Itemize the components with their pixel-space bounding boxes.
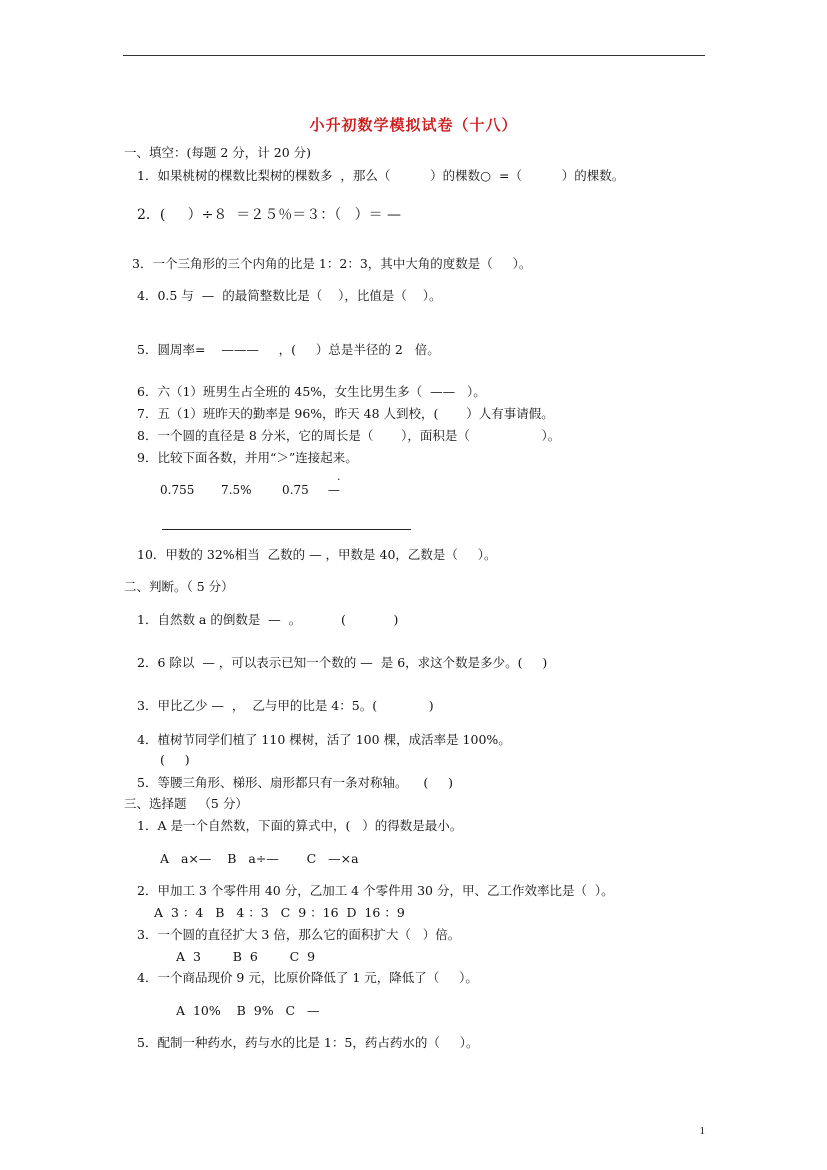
question-1-1: 1．如果桃树的棵数比梨树的棵数多 ，那么（ ）的棵数○ =（ ）的棵数。 [137,168,625,183]
question-3-1: 1．A 是一个自然数，下面的算式中，( ）的得数是最小。 [137,818,463,833]
question-1-10: 10．甲数的 32%相当 乙数的 — ，甲数是 40，乙数是（ ）。 [137,547,497,562]
question-1-3: 3．一个三角形的三个内角的比是 1：2：3，其中大角的度数是（ ）。 [132,256,532,271]
question-2-5: 5．等腰三角形、梯形、扇形都只有一条对称轴。 ( ) [137,775,453,790]
page-title: 小升初数学模拟试卷（十八） [309,116,518,134]
question-3-2: 2．甲加工 3 个零件用 40 分，乙加工 4 个零件用 30 分，甲、乙工作效率比是（ ）。 [137,883,614,898]
question-2-2: 2．6 除以 — ，可以表示已知一个数的 — 是 6，求这个数是多少。( ) [137,655,548,670]
question-2-4-paren: ( ) [160,752,190,767]
question-1-6: 6．六（1）班男生占全班的 45%，女生比男生多（ —— ）。 [137,384,486,399]
question-3-1-options: A a×— B a÷— C —×a [160,851,359,866]
page-number: 1 [699,1125,705,1137]
question-1-9: 9．比较下面各数，并用“＞”连接起来。 [137,450,358,465]
question-1-8: 8．一个圆的直径是 8 分米，它的周长是（ ），面积是（ ）。 [137,428,561,443]
question-1-4: 4．0.5 与 — 的最简整数比是（ ），比值是（ ）。 [137,288,442,303]
question-3-4: 4．一个商品现价 9 元，比原价降低了 1 元，降低了（ ）。 [137,970,478,985]
header-rule [123,55,705,56]
question-3-3: 3．一个圆的直径扩大 3 倍，那么它的面积扩大（ ）倍。 [137,927,461,942]
answer-line [162,529,411,530]
section-2-heading: 二、判断。（ 5 分） [124,579,234,594]
question-3-4-options: A 10% B 9% C — [176,1003,320,1018]
question-3-5: 5．配制一种药水，药与水的比是 1：5，药占药水的（ ）。 [137,1035,479,1050]
question-1-5: 5．圆周率= ——— ，( ）总是半径的 2 倍。 [137,342,440,357]
section-3-heading: 三、选择题 （5 分） [124,796,248,811]
question-1-9-numbers: 0.755 7.5% 0.75 — [160,483,340,497]
question-2-4: 4．植树节同学们植了 110 棵树，活了 100 棵，成活率是 100%。 [137,732,511,747]
question-3-2-options: A 3 ：4 B 4 ：3 C 9 ：16 D 16 ：9 [154,905,405,920]
question-2-1: 1．自然数 a 的倒数是 — 。 ( ) [137,612,399,627]
section-1-heading: 一、填空：(每题 2 分，计 20 分) [124,145,312,160]
question-1-2: 2．( ）÷８ ＝２５％＝３：（ ）＝ — [137,207,402,223]
repeating-decimal-dot: · [337,473,341,486]
question-1-7: 7．五（1）班昨天的勤率是 96%，昨天 48 人到校，( ）人有事请假。 [137,406,554,421]
question-3-3-options: A 3 B 6 C 9 [176,949,316,964]
question-2-3: 3．甲比乙少 — ， 乙与甲的比是 4：5。( ) [137,698,434,713]
